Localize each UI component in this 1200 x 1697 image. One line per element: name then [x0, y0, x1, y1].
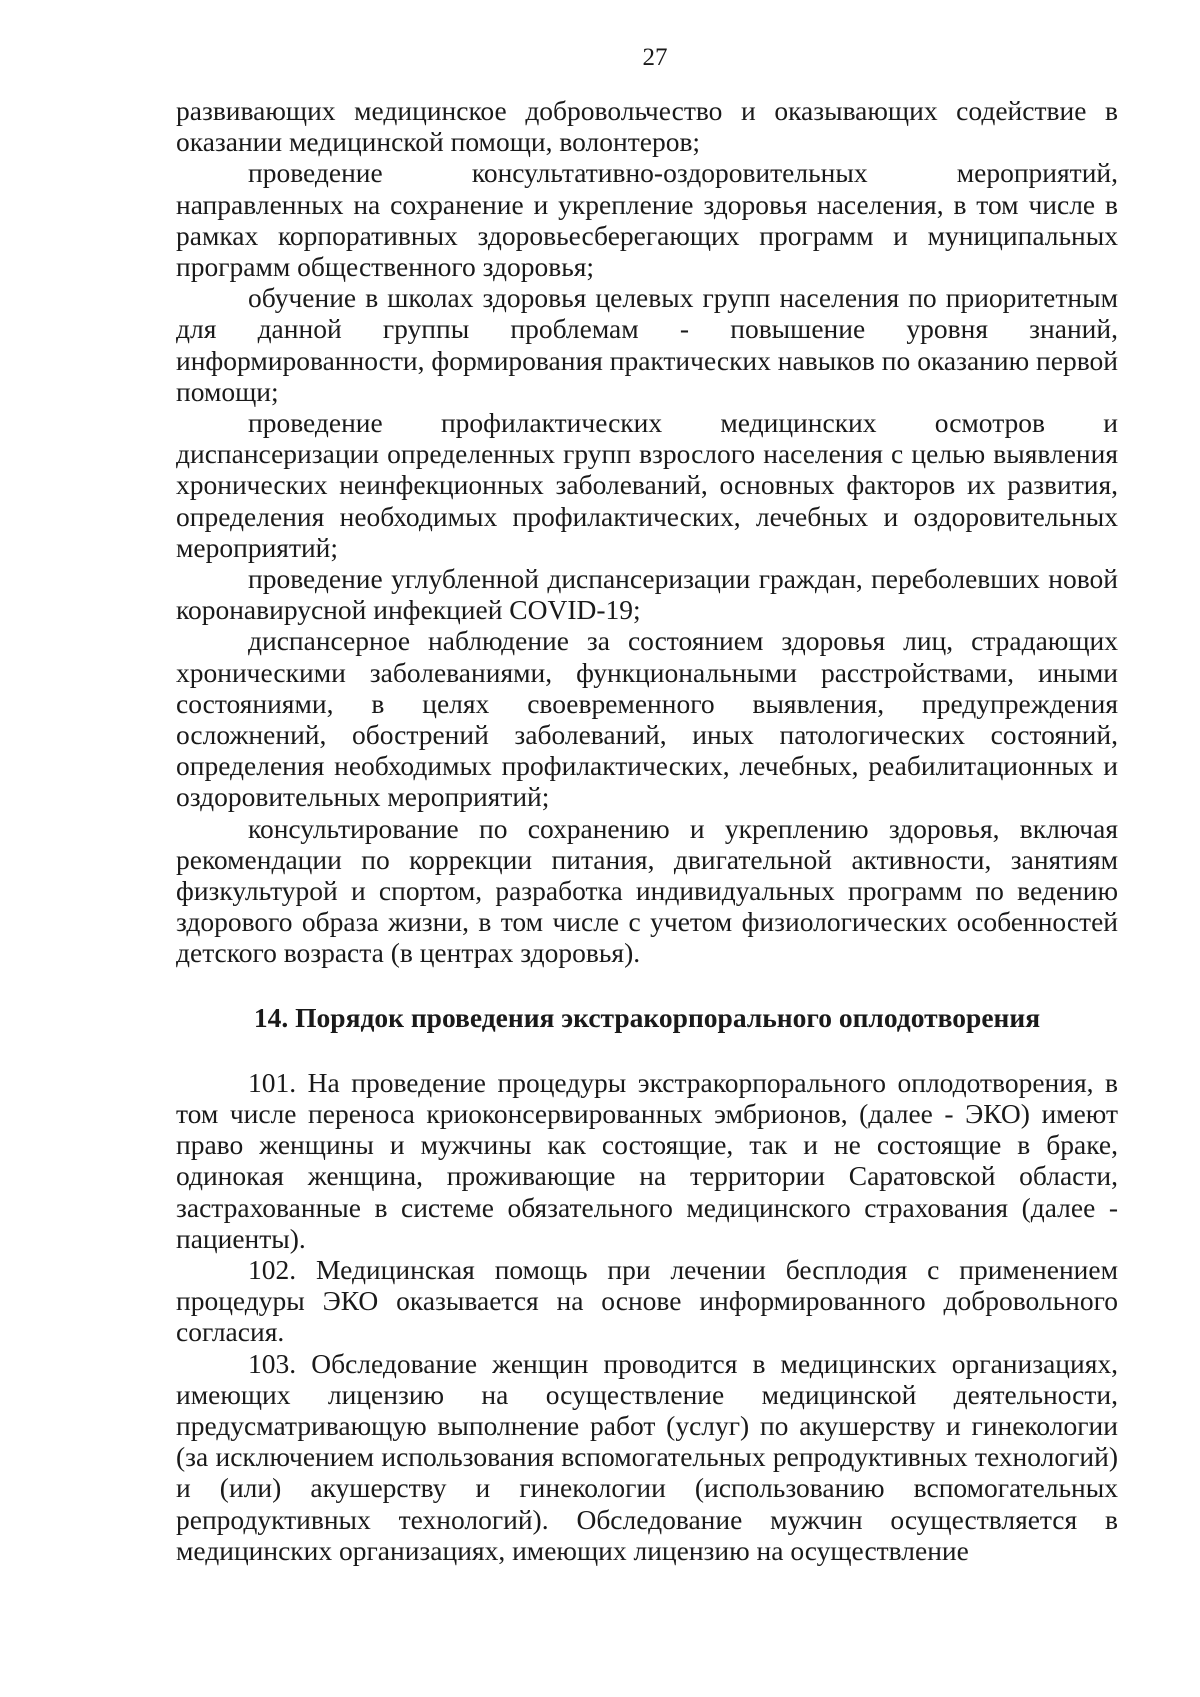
numbered-paragraph-103: 103. Обследование женщин проводится в медицинских организациях, имеющих лицензию на осуществление медицинской деятельности, предусматривающую выполнение работ (услуг) по акушерству и гинекологии (за исключением использования вспомогательных репродуктивных технологий) и (или) акушерству и гинекологии (использованию вспомогательных репродуктивных технологий). Обследование мужчин осуществляется в медицинских организациях, имеющих лицензию на осуществление — [176, 1347, 1118, 1566]
paragraph: обучение в школах здоровья целевых групп населения по приоритетным для данной группы проблемам - повышение уровня знаний, информированности, формирования практических навыков по оказанию первой помощи; — [176, 282, 1118, 407]
section-heading: 14. Порядок проведения экстракорпорального оплодотворения — [253, 1001, 1041, 1033]
paragraph: развивающих медицинское добровольчество и оказывающих содействие в оказании медицинской помощи, волонтеров; — [176, 95, 1118, 158]
paragraph: консультирование по сохранению и укреплению здоровья, включая рекомендации по коррекции питания, двигательной активности, занятиям физкультурой и спортом, разработка индивидуальных программ по ведению здорового образа жизни, в том числе с учетом физиологических особенностей детского возраста (в центрах здоровья). — [176, 812, 1118, 969]
paragraph: проведение углубленной диспансеризации граждан, переболевших новой коронавирусной инфекцией COVID-19; — [176, 563, 1118, 626]
page-number: 27 — [642, 44, 668, 71]
document-body — [176, 95, 1118, 1566]
paragraph: диспансерное наблюдение за состоянием здоровья лиц, страдающих хроническими заболеваниями, функциональными расстройствами, иными состояниями, в целях своевременного выявления, предупреждения осложнений, обострений заболеваний, иных патологических состояний, определения необходимых профилактических, лечебных, реабилитационных и оздоровительных мероприятий; — [176, 625, 1118, 813]
paragraph: проведение профилактических медицинских осмотров и диспансеризации определенных групп взрослого населения с целью выявления хронических неинфекционных заболеваний, основных факторов их развития, определения необходимых профилактических, лечебных и оздоровительных мероприятий; — [176, 407, 1118, 563]
paragraph: проведение консультативно-оздоровительных мероприятий, направленных на сохранение и укрепление здоровья населения, в том числе в рамках корпоративных здоровьесберегающих программ и муниципальных программ общественного здоровья; — [176, 157, 1118, 283]
numbered-paragraph-101: 101. На проведение процедуры экстракорпорального оплодотворения, в том числе переноса криоконсервированных эмбрионов, (далее - ЭКО) имеют право женщины и мужчины как состоящие, так и не состоящие в браке, одинокая женщина, проживающие на территории Саратовской области, застрахованные в системе обязательного медицинского страхования (далее - пациенты). — [176, 1066, 1118, 1254]
numbered-paragraph-102: 102. Медицинская помощь при лечении бесплодия с применением процедуры ЭКО оказывается на основе информированного добровольного согласия. — [176, 1253, 1118, 1348]
